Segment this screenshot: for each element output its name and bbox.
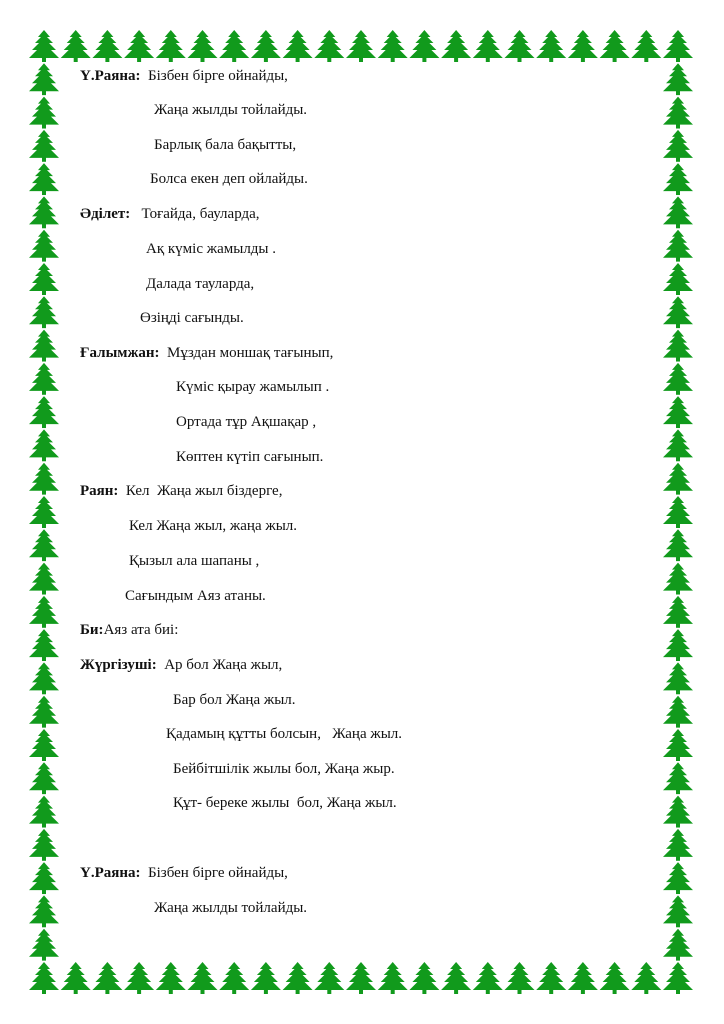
verse-text: Ортада тұр Ақшақар , [176,414,317,430]
fir-tree-icon [631,30,661,62]
fir-tree-icon [600,962,630,994]
verse-text: Құт- береке жылы бол, Жаңа жыл. [173,795,397,811]
poem-line [166,725,402,743]
verse-text: Бар бол Жаңа жыл. [173,692,296,708]
fir-tree-icon [156,962,186,994]
fir-tree-icon [663,196,693,228]
poem-line [80,864,288,882]
fir-tree-icon [409,30,439,62]
poem-line [125,587,266,605]
fir-tree-icon [188,30,218,62]
fir-tree-icon [663,97,693,129]
fir-tree-icon [251,962,281,994]
fir-tree-icon [663,563,693,595]
fir-tree-icon [663,30,693,62]
fir-tree-icon [663,929,693,961]
speaker-name: Ү.Раяна: [80,68,141,84]
poem-line [80,344,333,362]
fir-tree-icon [663,662,693,694]
poem-line [176,413,316,431]
poem-line [173,760,395,778]
fir-tree-icon [61,30,91,62]
poem-line [146,275,254,293]
fir-tree-icon [61,962,91,994]
poem-line [80,482,282,500]
poem-line [176,378,329,396]
fir-tree-icon [663,762,693,794]
poem-line [129,517,297,535]
verse-text: Бізбен бірге ойнайды, [140,865,288,881]
verse-text: Барлық бала бақытты, [154,137,297,153]
fir-tree-icon [663,895,693,927]
fir-tree-icon [473,962,503,994]
fir-tree-icon [156,30,186,62]
verse-text: Қадамың құтты болсын, Жаңа жыл. [166,726,403,742]
fir-tree-icon [29,163,59,195]
poem-line [173,691,296,709]
verse-text: Ақ күміс жамылды . [146,241,277,257]
poem-line [80,621,178,639]
fir-tree-icon [29,196,59,228]
speaker-name: Раян: [80,483,119,499]
speaker-name: Ғалымжан: [80,345,160,361]
fir-tree-icon [29,696,59,728]
fir-tree-icon [251,30,281,62]
fir-tree-icon [29,429,59,461]
verse-text: Сағындым Аяз атаны. [125,588,266,604]
fir-tree-icon [536,962,566,994]
fir-tree-icon [663,596,693,628]
fir-tree-icon [663,63,693,95]
fir-tree-icon [663,130,693,162]
verse-text: Қызыл ала шапаны , [129,553,260,569]
fir-tree-icon [505,30,535,62]
verse-text: Кел Жаңа жыл, жаңа жыл. [129,518,298,534]
fir-tree-icon [29,829,59,861]
speaker-name: Жүргізуші: [80,657,157,673]
fir-tree-icon [29,396,59,428]
poem-line [150,170,308,188]
fir-tree-icon [536,30,566,62]
fir-tree-icon [29,330,59,362]
fir-tree-icon [314,962,344,994]
fir-tree-icon [441,30,471,62]
fir-tree-icon [663,163,693,195]
fir-tree-icon [663,729,693,761]
fir-tree-icon [29,929,59,961]
fir-tree-icon [29,463,59,495]
fir-tree-icon [473,30,503,62]
fir-tree-icon [29,97,59,129]
verse-text: Кел Жаңа жыл біздерге, [118,483,283,499]
verse-text: Көптен күтіп сағынып. [176,449,324,465]
poem-line [154,899,307,917]
fir-tree-icon [663,696,693,728]
speaker-name: Ү.Раяна: [80,865,141,881]
fir-tree-icon [124,30,154,62]
verse-text: Мұздан моншақ тағынып, [159,345,334,361]
fir-tree-icon [29,629,59,661]
verse-text: Бейбітшілік жылы бол, Жаңа жыр. [173,761,395,777]
fir-tree-icon [663,962,693,994]
fir-tree-icon [29,729,59,761]
fir-tree-icon [378,30,408,62]
poem-line [129,552,259,570]
fir-tree-icon [600,30,630,62]
fir-tree-icon [92,30,122,62]
fir-tree-icon [283,962,313,994]
fir-tree-icon [663,829,693,861]
fir-tree-icon [568,962,598,994]
fir-tree-icon [663,862,693,894]
verse-text: Ар бол Жаңа жыл, [156,657,283,673]
poem-line [80,67,288,85]
fir-tree-icon [663,529,693,561]
fir-tree-icon [441,962,471,994]
poem-line [80,656,282,674]
fir-tree-icon [188,962,218,994]
fir-tree-icon [29,596,59,628]
fir-tree-icon [29,862,59,894]
fir-tree-icon [314,30,344,62]
fir-tree-icon [346,962,376,994]
verse-text: Жаңа жылды тойлайды. [154,102,308,118]
verse-text: Өзіңді сағынды. [140,310,244,326]
verse-text: Аяз ата биі: [103,622,179,638]
fir-tree-icon [124,962,154,994]
fir-tree-icon [378,962,408,994]
fir-tree-icon [283,30,313,62]
verse-text: Далада тауларда, [146,276,255,292]
fir-tree-icon [29,762,59,794]
fir-tree-icon [29,63,59,95]
verse-text: Тоғайда, бауларда, [130,206,260,222]
verse-text: Жаңа жылды тойлайды. [154,900,308,916]
poem-line [176,448,323,466]
fir-tree-icon [663,363,693,395]
fir-tree-icon [92,962,122,994]
poem-line [154,136,296,154]
fir-tree-icon [29,796,59,828]
fir-tree-icon [663,296,693,328]
fir-tree-icon [29,230,59,262]
poem-line [173,794,397,812]
fir-tree-icon [663,330,693,362]
poem-line [80,205,260,223]
fir-tree-icon [29,130,59,162]
fir-tree-icon [568,30,598,62]
verse-text: Болса екен деп ойлайды. [150,171,308,187]
fir-tree-icon [409,962,439,994]
fir-tree-icon [29,962,59,994]
poem-line [140,309,244,327]
fir-tree-icon [663,463,693,495]
speaker-name: Әділет: [80,206,131,222]
fir-tree-icon [663,629,693,661]
fir-tree-icon [29,363,59,395]
fir-tree-icon [631,962,661,994]
fir-tree-icon [29,263,59,295]
fir-tree-icon [663,496,693,528]
fir-tree-icon [29,563,59,595]
fir-tree-icon [663,429,693,461]
poem-line [154,101,307,119]
speaker-name: Би: [80,622,104,638]
poem-line [146,240,276,258]
fir-tree-icon [663,263,693,295]
verse-text: Бізбен бірге ойнайды, [140,68,288,84]
fir-tree-icon [219,30,249,62]
fir-tree-icon [505,962,535,994]
fir-tree-icon [663,796,693,828]
fir-tree-icon [29,30,59,62]
fir-tree-icon [29,529,59,561]
fir-tree-icon [29,296,59,328]
fir-tree-icon [29,496,59,528]
fir-tree-icon [663,230,693,262]
fir-tree-icon [346,30,376,62]
fir-tree-icon [663,396,693,428]
verse-text: Күміс қырау жамылып . [176,379,330,395]
fir-tree-icon [29,662,59,694]
fir-tree-icon [29,895,59,927]
fir-tree-icon [219,962,249,994]
